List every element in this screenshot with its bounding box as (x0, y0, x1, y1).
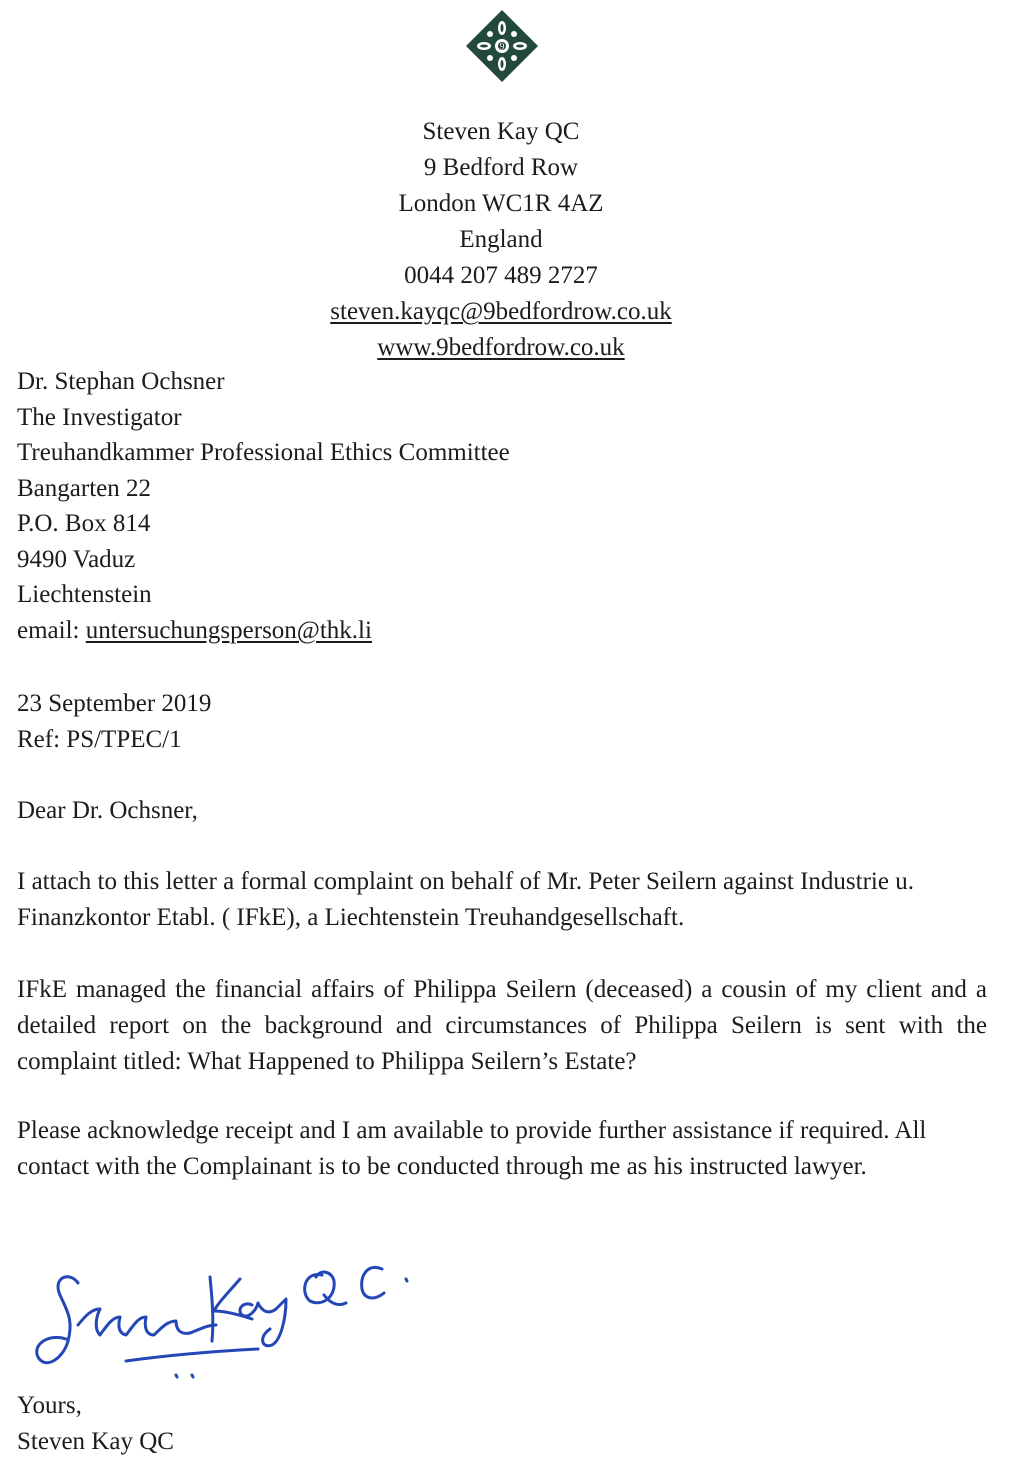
body-paragraph-2: IFkE managed the financial affairs of Philippa Seilern (deceased) a cousin of my client and a detailed report on the background and circumstances of Philippa Seilern is sent with the complaint titled: What Happened to Philippa Seilern’s Estate? (17, 976, 987, 1075)
body-paragraph-1: I attach to this letter a formal complaint on behalf of Mr. Peter Seilern against Industrie u. Finanzkontor Etabl. ( IFkE), a Liechtenstein Treuhandgesellschaft. (17, 868, 914, 931)
body-paragraph-3: Please acknowledge receipt and I am available to provide further assistance if required. All contact with the Complainant is to be conducted through me as his instructed lawyer. (17, 1117, 927, 1180)
recipient-email-link[interactable]: untersuchungsperson@thk.li (85, 616, 372, 644)
sender-email-link[interactable]: steven.kayqc@9bedfordrow.co.uk (330, 298, 672, 325)
recipient-organisation: Treuhandkammer Professional Ethics Committee (17, 439, 510, 466)
sender-address-line1: 9 Bedford Row (423, 154, 579, 181)
valediction: Yours, (17, 1392, 82, 1419)
recipient-email-label: email: (17, 616, 86, 644)
recipient-email-line (17, 613, 510, 649)
letter-date: 23 September 2019 (17, 690, 212, 717)
sender-website-link[interactable]: www.9bedfordrow.co.uk (377, 334, 625, 361)
handwritten-signature (30, 1245, 430, 1385)
recipient-address (17, 364, 510, 648)
recipient-city: 9490 Vaduz (17, 545, 136, 573)
closing (17, 1388, 174, 1460)
letter-meta (17, 686, 211, 758)
letter-reference: Ref: PS/TPEC/1 (17, 726, 182, 753)
salutation: Dear Dr. Ochsner, (17, 797, 198, 824)
recipient-role: The Investigator (17, 403, 182, 431)
sender-country: England (459, 226, 543, 253)
recipient-name: Dr. Stephan Ochsner (17, 368, 225, 395)
svg-text:9: 9 (499, 41, 505, 52)
sender-address-line2: London WC1R 4AZ (398, 190, 604, 217)
sender-phone: 0044 207 489 2727 (404, 262, 598, 289)
letterhead (0, 114, 1002, 366)
recipient-country: Liechtenstein (17, 581, 152, 608)
recipient-street: Bangarten 22 (17, 474, 151, 502)
sender-name: Steven Kay QC (422, 118, 580, 145)
recipient-po-box: P.O. Box 814 (17, 510, 151, 537)
chambers-crest-icon (464, 8, 540, 84)
signatory-name: Steven Kay QC (17, 1428, 174, 1455)
